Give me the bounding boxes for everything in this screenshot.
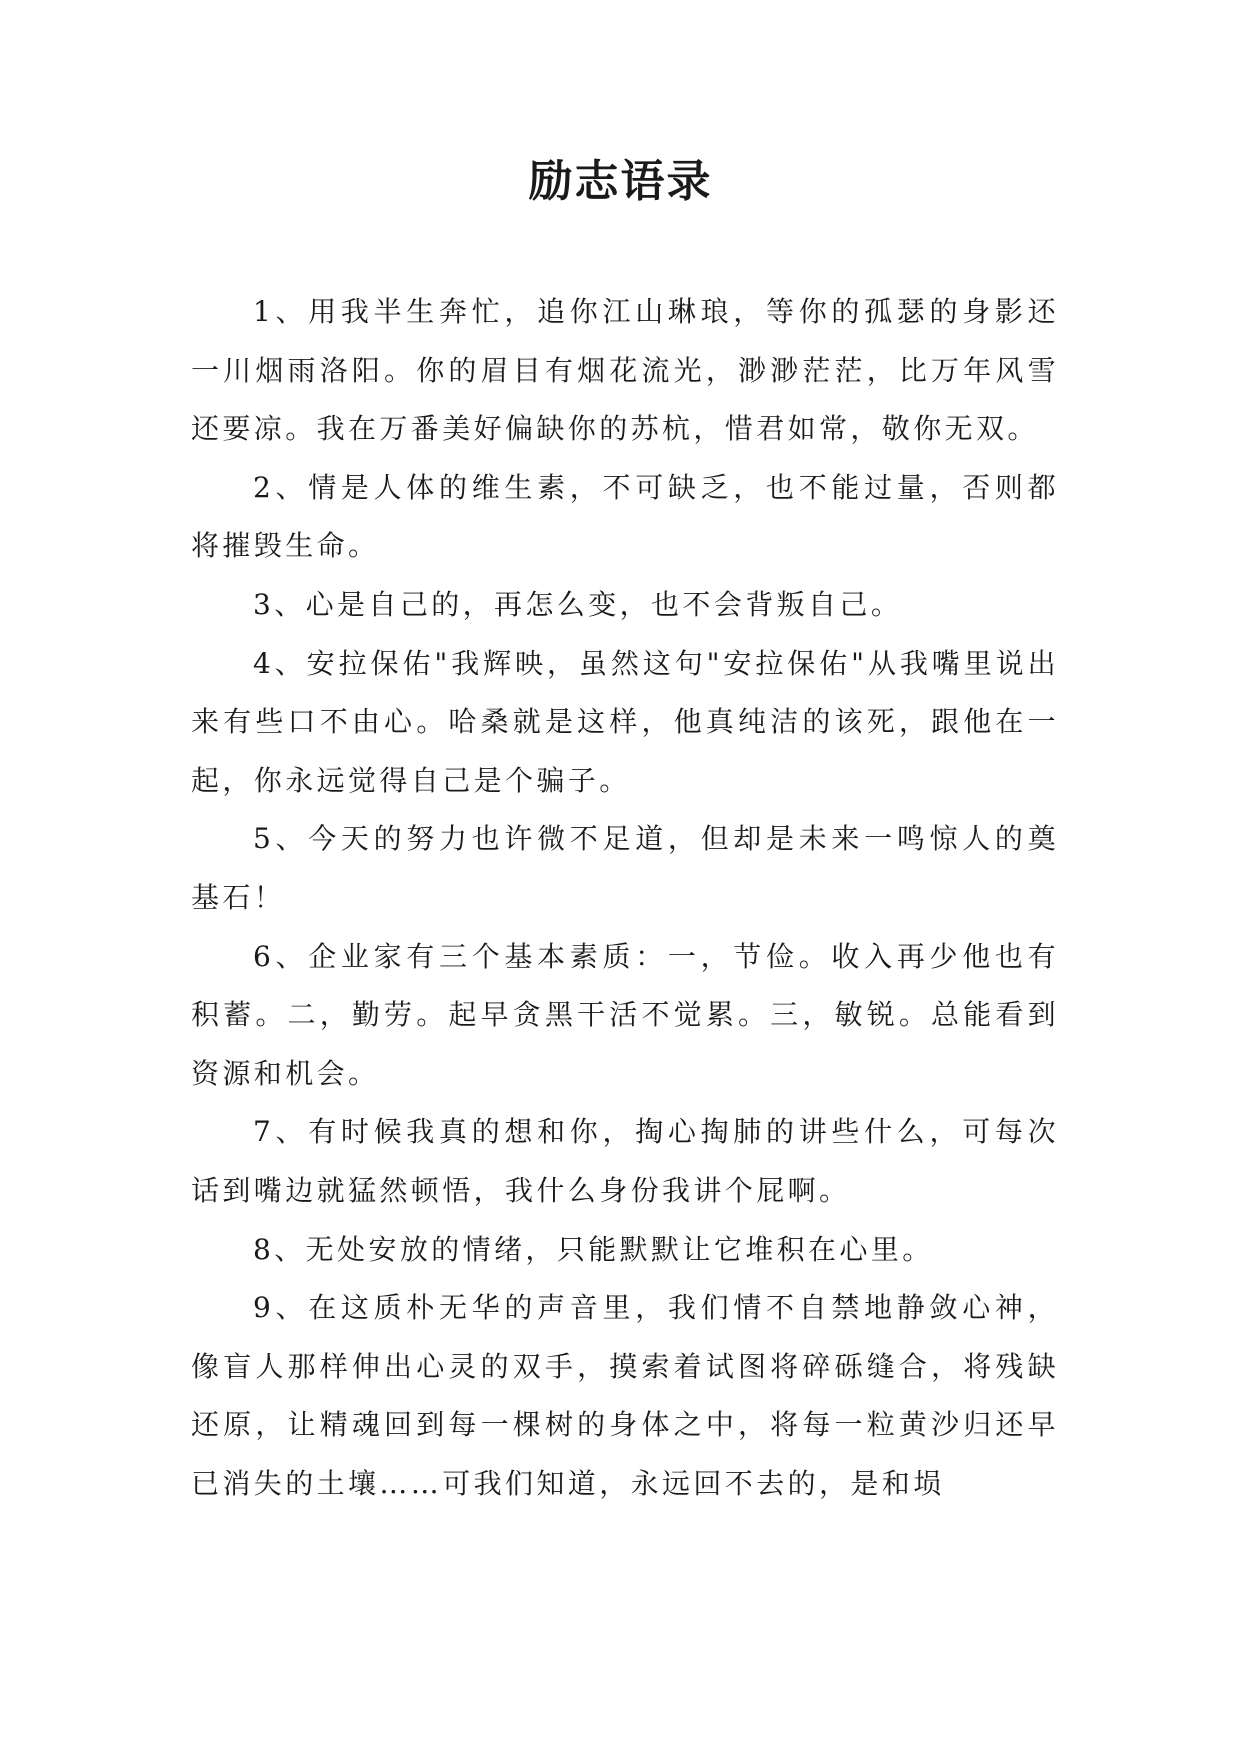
quote-paragraph-5: 5、今天的努力也许微不足道，但却是未来一鸣惊人的奠基石！ <box>191 822 1059 914</box>
quote-paragraph-4: 4、安拉保佑"我辉映，虽然这句"安拉保佑"从我嘴里说出来有些口不由心。哈桑就是这样，他真纯洁的该死，跟他在一起，你永远觉得自己是个骗子。 <box>191 646 1059 797</box>
quote-paragraph-9: 9、在这质朴无华的声音里，我们情不自禁地静敛心神，像盲人那样伸出心灵的双手，摸索着试图将碎砾缝合，将残缺还原，让精魂回到每一棵树的身体之中，将每一粒黄沙归还早已消失的土壤……可我们知道，永远回不去的，是和埙 <box>191 1291 1059 1500</box>
quote-paragraph-3: 3、心是自己的，再怎么变，也不会背叛自己。 <box>253 587 903 621</box>
quote-paragraph-8: 8、无处安放的情绪，只能默默让它堆积在心里。 <box>253 1232 934 1266</box>
page-title: 励志语录 <box>528 156 713 207</box>
quote-paragraph-2: 2、情是人体的维生素，不可缺乏，也不能过量，否则都将摧毁生命。 <box>191 470 1059 563</box>
quote-paragraph-1: 1、用我半生奔忙，追你江山琳琅，等你的孤瑟的身影还一川烟雨洛阳。你的眉目有烟花流光，渺渺茫茫，比万年风雪还要凉。我在万番美好偏缺你的苏杭，惜君如常，敬你无双。 <box>191 295 1059 446</box>
quote-paragraph-6: 6、企业家有三个基本素质：一，节俭。收入再少他也有积蓄。二，勤劳。起早贪黑干活不觉累。三，敏锐。总能看到资源和机会。 <box>191 939 1059 1090</box>
document-body <box>191 283 1059 1513</box>
quote-paragraph-7: 7、有时候我真的想和你，掏心掏肺的讲些什么，可每次话到嘴边就猛然顿悟，我什么身份我讲个屁啊。 <box>191 1115 1059 1207</box>
